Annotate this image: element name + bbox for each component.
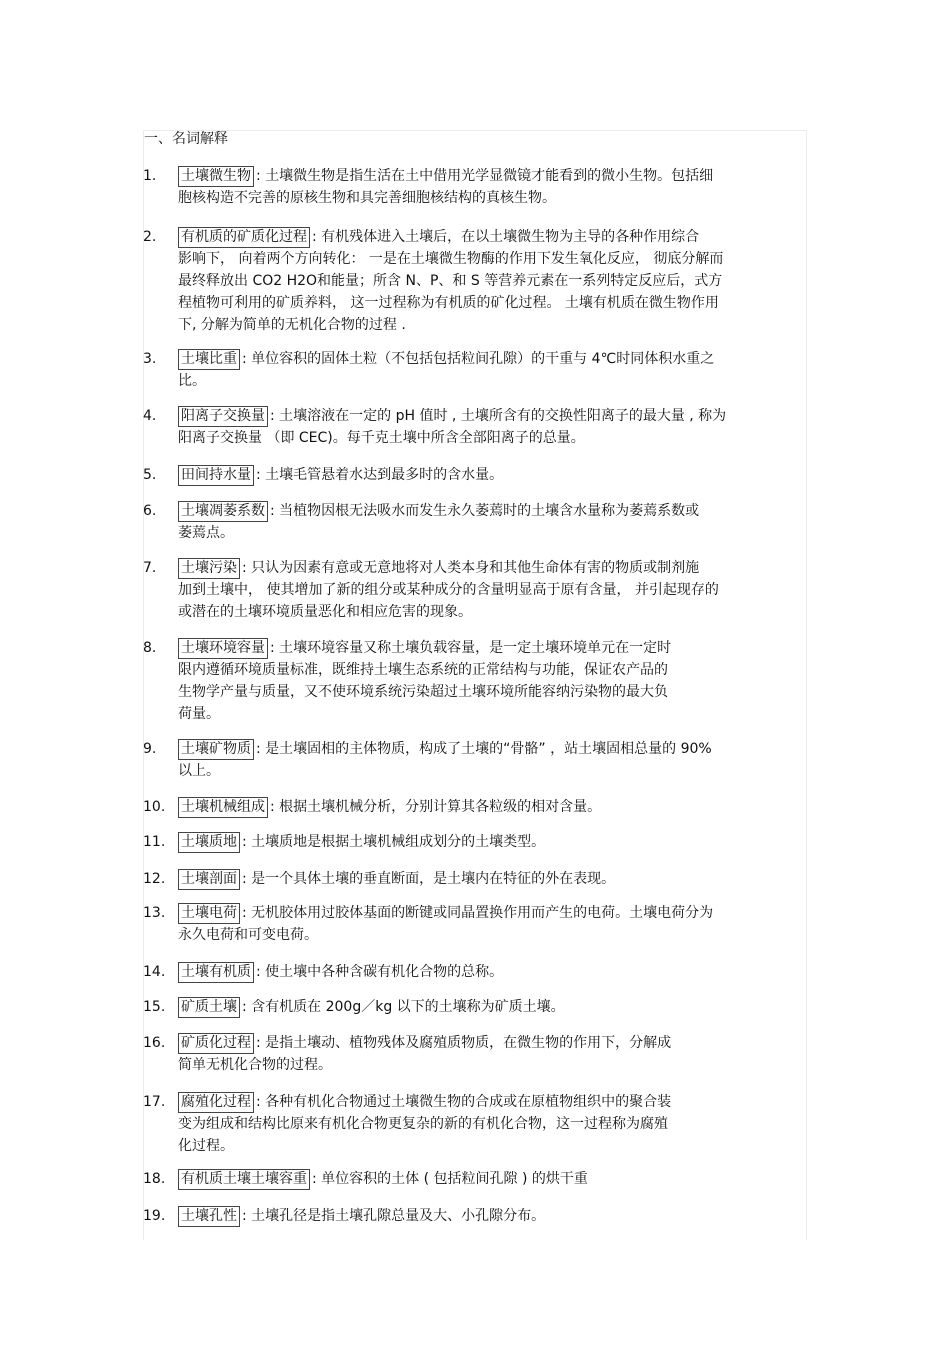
item-line — [178, 1091, 803, 1113]
item-body — [178, 1032, 803, 1076]
term-box: 土壤矿物质 — [178, 739, 254, 760]
item-line — [178, 522, 803, 544]
definition-text: 或潜在的土壤环境质量恶化和相应危害的现象。 — [178, 604, 472, 620]
item-line — [178, 292, 803, 314]
item-number: 10. — [143, 799, 166, 815]
item-body — [178, 464, 803, 486]
item-body — [178, 500, 803, 544]
item-line — [178, 868, 803, 890]
item-number: 17. — [143, 1094, 166, 1110]
term-box: 土壤凋萎系数 — [178, 501, 268, 522]
term-box: 土壤污染 — [178, 558, 240, 579]
item-body — [178, 1205, 803, 1227]
item-number: 9. — [143, 741, 157, 757]
item-line — [178, 831, 803, 853]
definition-text: 加到土壤中， 使其增加了新的组分或某种成分的含量明显高于原有含量， 并引起现存的 — [178, 582, 719, 598]
item-number: 13. — [143, 905, 166, 921]
item-line — [178, 165, 803, 187]
item-number: 11. — [143, 834, 166, 850]
item-number: 15. — [143, 999, 166, 1015]
item-number: 6. — [143, 503, 157, 519]
item-line — [178, 427, 803, 449]
item-line — [178, 924, 803, 946]
item-line — [178, 579, 803, 601]
item-body — [178, 902, 803, 946]
item-line — [178, 405, 803, 427]
page-frame-top — [143, 130, 807, 131]
definition-text: : 当植物因根无法吸水而发生永久萎蔫时的土壤含水量称为萎蔫系数或 — [270, 503, 700, 519]
item-line — [178, 1135, 803, 1157]
item-number: 12. — [143, 871, 166, 887]
definition-text: 化过程。 — [178, 1138, 234, 1154]
term-box: 土壤孔性 — [178, 1206, 240, 1227]
term-box: 土壤有机质 — [178, 962, 254, 983]
item-body — [178, 961, 803, 983]
page-frame-right — [806, 130, 807, 1240]
item-body — [178, 796, 803, 818]
item-line — [178, 464, 803, 486]
term-box: 腐殖化过程 — [178, 1092, 254, 1113]
term-box: 土壤电荷 — [178, 903, 240, 924]
definition-text: 萎蔫点。 — [178, 525, 234, 541]
item-line — [178, 557, 803, 579]
definition-text: 永久电荷和可变电荷。 — [178, 927, 318, 943]
item-number: 5. — [143, 467, 157, 483]
term-box: 田间持水量 — [178, 465, 254, 486]
item-line — [178, 248, 803, 270]
item-body — [178, 831, 803, 853]
item-line — [178, 760, 803, 782]
item-number: 3. — [143, 351, 157, 367]
definition-text: : 只认为因素有意或无意地将对人类本身和其他生命体有害的物质或制剂施 — [242, 560, 700, 576]
definition-text: : 使土壤中各种含碳有机化合物的总称。 — [256, 964, 504, 980]
item-line — [178, 796, 803, 818]
item-line — [178, 1113, 803, 1135]
item-line — [178, 996, 803, 1018]
definition-text: 荷量。 — [178, 706, 220, 722]
definition-text: : 土壤孔径是指土壤孔隙总量及大、小孔隙分布。 — [242, 1208, 546, 1224]
definition-text: 简单无机化合物的过程。 — [178, 1057, 332, 1073]
item-body — [178, 1168, 803, 1190]
item-number: 14. — [143, 964, 166, 980]
definition-text: : 无机胶体用过胶体基面的断键或同晶置换作用而产生的电荷。土壤电荷分为 — [242, 905, 714, 921]
definition-text: 最终释放出 CO2 H2O和能量；所含 N、P、和 S 等营养元素在一系列特定反应后，式方 — [178, 273, 723, 289]
item-body — [178, 348, 803, 392]
definition-text: 程植物可利用的矿质养料， 这一过程称为有机质的矿化过程。 土壤有机质在微生物作用 — [178, 295, 719, 311]
section-title: 一、名词解释 — [144, 131, 228, 147]
item-line — [178, 703, 803, 725]
item-line — [178, 1168, 803, 1190]
item-line — [178, 659, 803, 681]
term-box: 土壤质地 — [178, 832, 240, 853]
term-box: 土壤环境容量 — [178, 638, 268, 659]
item-line — [178, 637, 803, 659]
definition-text: : 是土壤固相的主体物质，构成了土壤的“骨骼” ，站土壤固相总量的 90% — [256, 741, 712, 757]
item-line — [178, 500, 803, 522]
item-number: 1. — [143, 168, 157, 184]
definition-text: : 土壤质地是根据土壤机械组成划分的土壤类型。 — [242, 834, 546, 850]
definition-text: 比。 — [178, 373, 206, 389]
item-line — [178, 370, 803, 392]
definition-text: 下, 分解为简单的无机化合物的过程 . — [178, 317, 406, 333]
term-box: 有机质的矿质化过程 — [178, 227, 310, 248]
term-box: 土壤剖面 — [178, 869, 240, 890]
item-line — [178, 1205, 803, 1227]
item-line — [178, 601, 803, 623]
item-number: 2. — [143, 229, 157, 245]
item-body — [178, 226, 803, 336]
item-line — [178, 1054, 803, 1076]
item-body — [178, 165, 803, 209]
page-frame-left — [143, 130, 144, 1240]
term-box: 矿质土壤 — [178, 997, 240, 1018]
definition-text: 以上。 — [178, 763, 220, 779]
item-number: 16. — [143, 1035, 166, 1051]
term-box: 土壤比重 — [178, 349, 240, 370]
definition-text: : 土壤环境容量又称土壤负载容量，是一定土壤环境单元在一定时 — [270, 640, 672, 656]
definition-text: : 根据土壤机械分析，分别计算其各粒级的相对含量。 — [270, 799, 602, 815]
definition-text: 限内遵循环境质量标准，既维持土壤生态系统的正常结构与功能，保证农产品的 — [178, 662, 668, 678]
item-line — [178, 187, 803, 209]
definition-text: 变为组成和结构比原来有机化合物更复杂的新的有机化合物，这一过程称为腐殖 — [178, 1116, 668, 1132]
item-number: 7. — [143, 560, 157, 576]
item-line — [178, 681, 803, 703]
definition-text: 阳离子交换量 （即 CEC)。每千克土壤中所含全部阳离子的总量。 — [178, 430, 585, 446]
definition-text: 影响下， 向着两个方向转化： 一是在土壤微生物酶的作用下发生氧化反应， 彻底分解而 — [178, 251, 724, 267]
item-number: 18. — [143, 1171, 166, 1187]
item-body — [178, 1091, 803, 1157]
term-box: 阳离子交换量 — [178, 406, 268, 427]
term-box: 土壤机械组成 — [178, 797, 268, 818]
item-number: 4. — [143, 408, 157, 424]
item-body — [178, 996, 803, 1018]
item-line — [178, 902, 803, 924]
definition-text: : 土壤微生物是指生活在土中借用光学显微镜才能看到的微小生物。包括细 — [256, 168, 714, 184]
term-box: 有机质土壤土壤容重 — [178, 1169, 310, 1190]
definition-text: : 土壤毛管悬着水达到最多时的含水量。 — [256, 467, 504, 483]
definition-text: : 是一个具体土壤的垂直断面，是土壤内在特征的外在表现。 — [242, 871, 616, 887]
item-line — [178, 1032, 803, 1054]
definition-text: : 土壤溶液在一定的 pH 值时 , 土壤所含有的交换性阳离子的最大量 , 称为 — [270, 408, 727, 424]
item-line — [178, 314, 803, 336]
term-box: 土壤微生物 — [178, 166, 254, 187]
item-line — [178, 270, 803, 292]
item-line — [178, 961, 803, 983]
item-body — [178, 868, 803, 890]
term-box: 矿质化过程 — [178, 1033, 254, 1054]
item-line — [178, 226, 803, 248]
definition-text: 胞核构造不完善的原核生物和具完善细胞核结构的真核生物。 — [178, 190, 556, 206]
item-number: 8. — [143, 640, 157, 656]
definition-text: : 含有机质在 200g／kg 以下的土壤称为矿质土壤。 — [242, 999, 565, 1015]
item-body — [178, 637, 803, 725]
item-number: 19. — [143, 1208, 166, 1224]
definition-text: : 是指土壤动、植物残体及腐殖质物质，在微生物的作用下，分解成 — [256, 1035, 672, 1051]
item-body — [178, 405, 803, 449]
definition-text: : 有机残体进入土壤后，在以土壤微生物为主导的各种作用综合 — [312, 229, 700, 245]
definition-text: : 单位容积的固体土粒（不包括包括粒间孔隙）的干重与 4℃时同体积水重之 — [242, 351, 715, 367]
item-body — [178, 738, 803, 782]
definition-text: : 单位容积的土体 ( 包括粒间孔隙 ) 的烘干重 — [312, 1171, 588, 1187]
definition-text: : 各种有机化合物通过土壤微生物的合成或在原植物组织中的聚合装 — [256, 1094, 672, 1110]
definition-text: 生物学产量与质量，又不使环境系统污染超过土壤环境所能容纳污染物的最大负 — [178, 684, 668, 700]
item-line — [178, 348, 803, 370]
item-body — [178, 557, 803, 623]
item-line — [178, 738, 803, 760]
